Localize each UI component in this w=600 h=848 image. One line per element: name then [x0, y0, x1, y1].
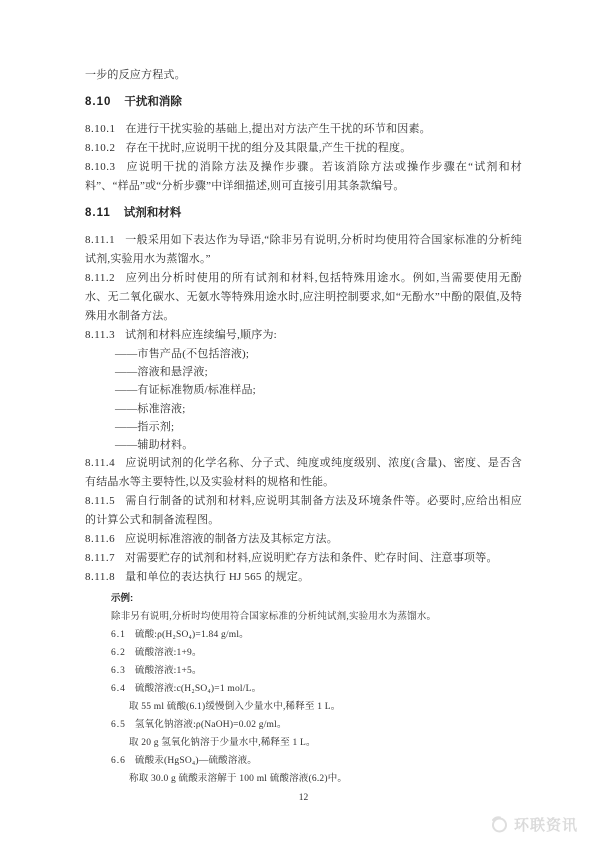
example-item-number: 6.6: [111, 756, 126, 767]
example-item-number: 6.4: [111, 684, 126, 695]
section-title: 试剂和材料: [123, 207, 182, 219]
example-item-text: 硫酸溶液:1+5。: [134, 666, 202, 677]
clause-text: 在进行干扰实验的基础上,提出对方法产生干扰的环节和因素。: [125, 123, 431, 135]
section-title: 干扰和消除: [124, 96, 182, 108]
example-item-6-4: [85, 680, 522, 698]
example-item-6-2: [85, 644, 522, 662]
clause-text: 需自行制备的试剂和材料,应说明其制备方法及环境条件等。必要时,应给出相应的计算公式和制备流程图。: [85, 495, 522, 527]
clause-8-10-2: [85, 139, 522, 158]
list-item: [85, 363, 522, 381]
watermark-text: 环联资讯: [513, 817, 578, 834]
section-number: 8.11: [85, 207, 111, 219]
clause-text: 存在干扰时,应说明干扰的组分及其限量,产生干扰的程度。: [125, 142, 412, 154]
clause-number: 8.11.1: [85, 234, 116, 246]
clause-number: 8.11.2: [85, 272, 116, 284]
section-heading-8-11: [85, 203, 522, 223]
clause-number: 8.11.8: [85, 571, 116, 584]
section-heading-8-10: [85, 92, 522, 112]
example-label: 示例:: [111, 593, 134, 605]
clause-text: 应列出分析时使用的所有试剂和材料,包括特殊用途水。例如,当需要使用无酚水、无二氧化碳水、无氨水等特殊用途水时,应注明控制要求,如“无酚水”中酚的限值,及特殊用水制备方法。: [85, 272, 522, 322]
example-item-number: 6.5: [111, 720, 126, 731]
clause-number: 8.11.5: [85, 495, 116, 508]
clause-number: 8.11.7: [85, 552, 116, 565]
clause-number: 8.10.1: [85, 123, 116, 135]
example-item-6-1: [85, 626, 522, 644]
section-number: 8.10: [85, 96, 112, 108]
clause-8-11-3: [85, 326, 522, 345]
example-item-6-6: [85, 752, 522, 770]
watermark-logo-icon: [490, 815, 509, 834]
example-item-text: 硫酸:ρ(H₂SO₄)=1.84 g/ml。: [134, 630, 249, 641]
clause-text: 量和单位的表达执行 HJ 565 的规定。: [125, 571, 310, 584]
list-item: [85, 381, 522, 399]
clause-8-11-2: [85, 269, 522, 326]
clause-number: 8.10.3: [85, 161, 116, 173]
example-item-text: 硫酸溶液:c(H₂SO₄)=1 mol/L。: [134, 684, 262, 695]
example-block: [85, 590, 522, 788]
list-item-text: ——溶液和悬浮液;: [115, 366, 208, 379]
list-item-text: ——辅助材料。: [115, 439, 194, 452]
example-item-number: 6.3: [111, 666, 126, 677]
list-item: [85, 345, 522, 363]
example-item-6-3: [85, 662, 522, 680]
clause-8-11-1: [85, 231, 522, 269]
example-item-note: 取 55 ml 硫酸(6.1)缓慢倒入少量水中,稀释至 1 L。: [129, 702, 341, 713]
paragraph-continuation: [85, 66, 522, 85]
clause-8-11-4: [85, 454, 522, 492]
example-intro: 除非另有说明,分析时均使用符合国家标准的分析纯试剂,实验用水为蒸馏水。: [111, 612, 437, 623]
list-item-text: ——市售产品(不包括溶液);: [115, 348, 250, 360]
example-item-text: 硫酸汞(HgSO₄)—硫酸溶液。: [134, 756, 257, 767]
clause-8-10-1: [85, 120, 522, 139]
list-item: [85, 436, 522, 454]
clause-number: 8.11.3: [85, 329, 116, 341]
clause-number: 8.11.6: [85, 533, 116, 546]
clause-8-10-3: [85, 158, 522, 196]
clause-text: 应说明干扰的消除方法及操作步骤。若该消除方法或操作步骤在“试剂和材料”、“样品”或“分析步骤”中详细描述,则可直接引用其条款编号。: [85, 161, 522, 192]
clause-text: 应说明标准溶液的制备方法及其标定方法。: [125, 533, 338, 546]
paragraph-text: 一步的反应方程式。: [85, 69, 186, 81]
clause-8-11-5: [85, 492, 522, 530]
clause-text: 试剂和材料应连续编号,顺序为:: [125, 329, 277, 341]
clause-text: 对需要贮存的试剂和材料,应说明贮存方法和条件、贮存时间、注意事项等。: [125, 552, 498, 565]
clause-text: 应说明试剂的化学名称、分子式、纯度或纯度级别、浓度(含量)、密度、是否含有结晶水等主要特性,以及实验材料的规格和性能。: [85, 457, 522, 489]
clause-text: 一般采用如下表达作为导语,“除非另有说明,分析时均使用符合国家标准的分析纯试剂,实验用水为蒸馏水。”: [85, 234, 522, 265]
clause-8-11-6: [85, 530, 522, 549]
page-number: 12: [298, 793, 309, 804]
example-item-note: 取 20 g 氢氧化钠溶于少量水中,稀释至 1 L。: [129, 738, 316, 749]
clause-number: 8.11.4: [85, 457, 116, 470]
example-item-6-5: [85, 716, 522, 734]
example-item-number: 6.1: [111, 630, 126, 641]
document-body: [85, 66, 522, 806]
clause-8-11-8: [85, 568, 522, 587]
example-item-note: 称取 30.0 g 硫酸汞溶解于 100 ml 硫酸溶液(6.2)中。: [129, 774, 348, 785]
example-item-number: 6.2: [111, 648, 126, 659]
example-item-text: 氢氧化钠溶液:ρ(NaOH)=0.02 g/ml。: [134, 720, 287, 731]
clause-8-11-7: [85, 549, 522, 568]
clause-number: 8.10.2: [85, 142, 116, 154]
list-item: [85, 400, 522, 418]
list-item-text: ——有证标准物质/标准样品;: [115, 384, 256, 397]
list-item-text: ——标准溶液;: [115, 402, 186, 415]
watermark: [490, 814, 578, 835]
example-item-text: 硫酸溶液:1+9。: [134, 648, 202, 659]
list-item: [85, 418, 522, 436]
list-item-text: ——指示剂;: [115, 420, 175, 433]
